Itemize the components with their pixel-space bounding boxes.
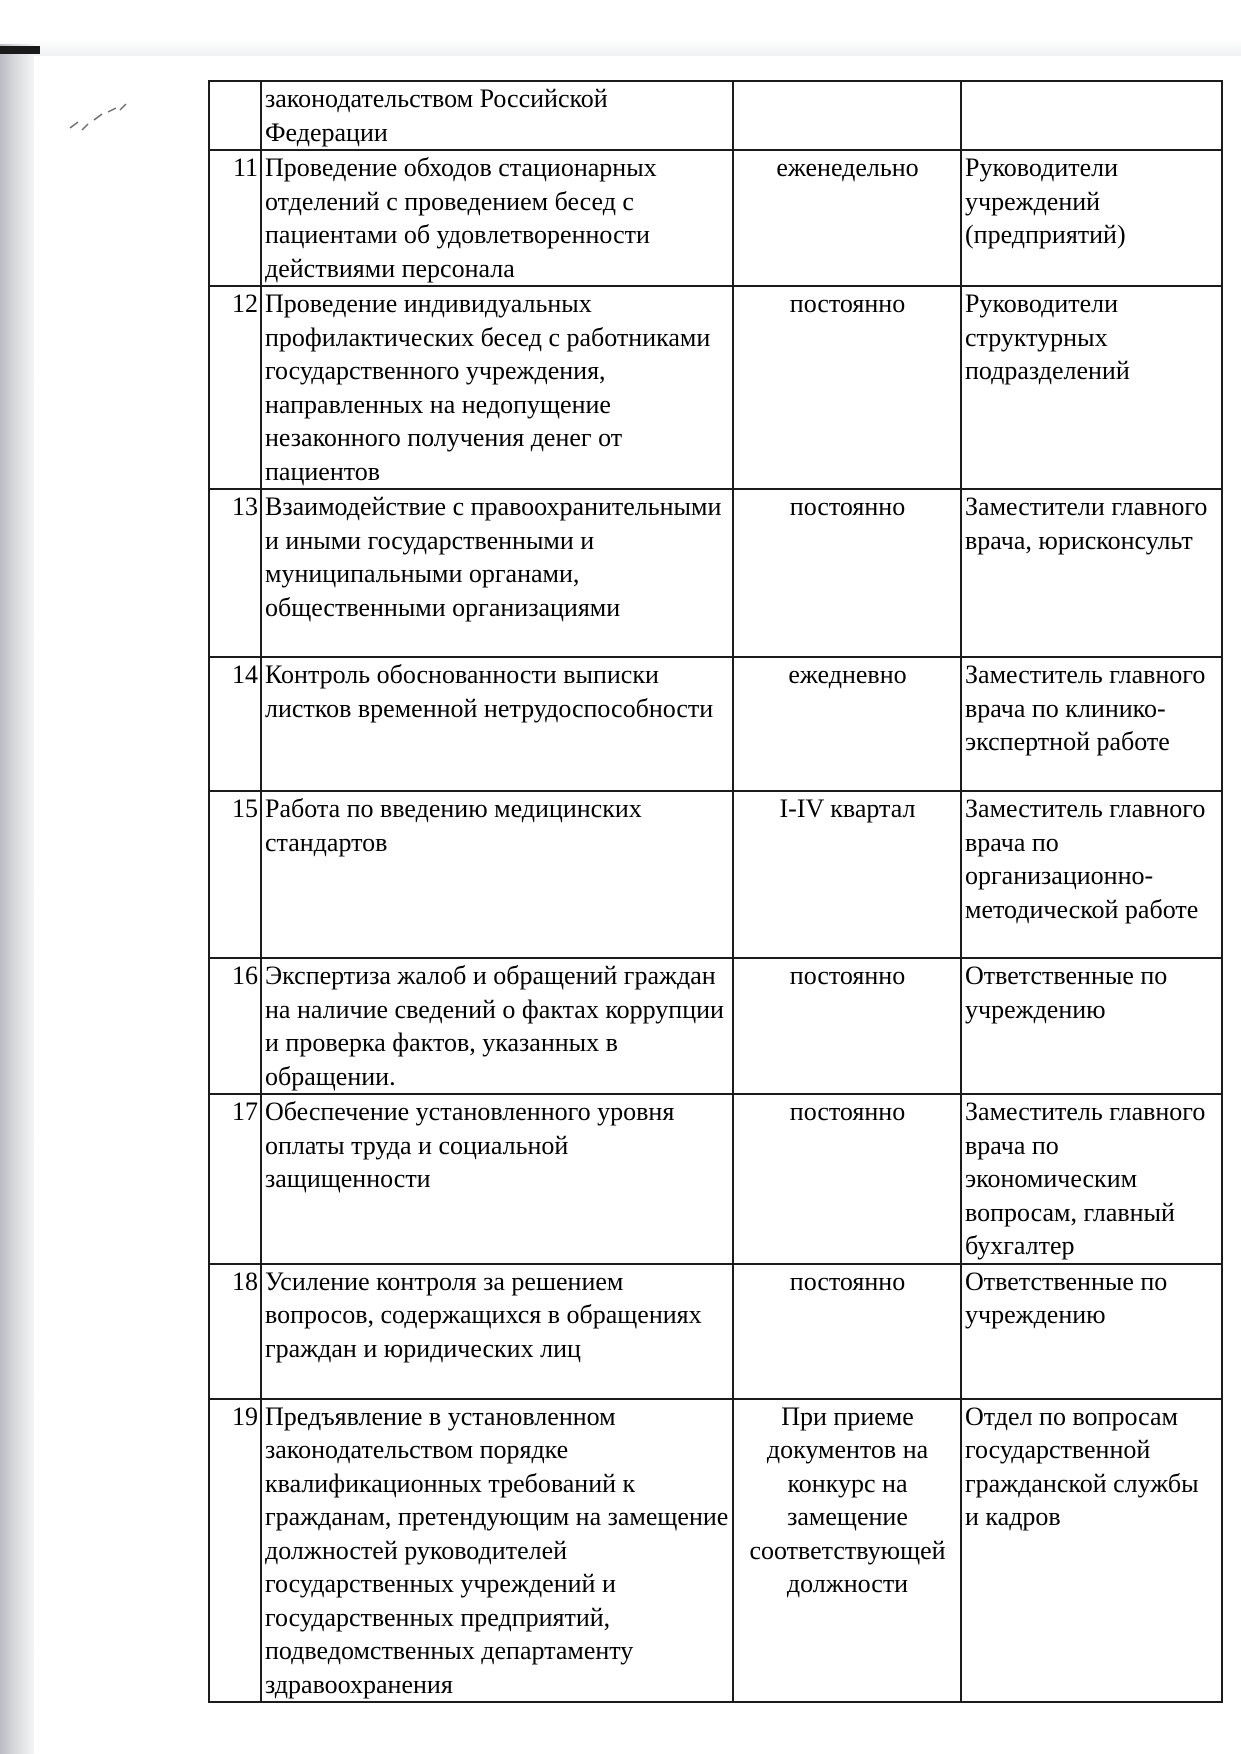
table-row <box>209 958 1222 1094</box>
row-responsible: Ответственные по учреждению <box>961 1264 1222 1399</box>
table-row <box>209 791 1222 958</box>
row-term <box>733 81 961 150</box>
row-term: еженедельно <box>733 150 961 286</box>
row-term: постоянно <box>733 958 961 1094</box>
table-row <box>209 657 1222 791</box>
row-activity: Проведение индивидуальных профилактических бесед с работниками государственного учреждения, направленных на недопущение незаконного получения денег от пациентов <box>261 286 733 489</box>
table-row <box>209 489 1222 657</box>
row-number: 12 <box>209 286 261 489</box>
scan-corner-mark <box>0 46 40 54</box>
row-number: 15 <box>209 791 261 958</box>
row-responsible: Заместители главного врача, юрисконсульт <box>961 489 1222 657</box>
measures-table <box>208 80 1223 1703</box>
scan-speck-mark <box>68 100 132 140</box>
row-responsible: Заместитель главного врача по клинико-экспертной работе <box>961 657 1222 791</box>
row-activity: Контроль обоснованности выписки листков временной нетрудоспособности <box>261 657 733 791</box>
row-term: постоянно <box>733 286 961 489</box>
scan-left-edge <box>0 44 34 1754</box>
row-activity: Экспертиза жалоб и обращений граждан на наличие сведений о фактах коррупции и проверка фактов, указанных в обращении. <box>261 958 733 1094</box>
row-activity: Предъявление в установленном законодательством порядке квалификационных требований к гражданам, претендующим на замещение должностей руководителей государственных учреждений и государственных предприятий, подведомственных департаменту здравоохранения <box>261 1399 733 1703</box>
row-activity: Взаимодействие с правоохранительными и иными государственными и муниципальными органами, общественными организациями <box>261 489 733 657</box>
row-term: постоянно <box>733 1264 961 1399</box>
row-responsible: Заместитель главного врача по организационно-методической работе <box>961 791 1222 958</box>
row-term: постоянно <box>733 1094 961 1264</box>
row-activity: Обеспечение установленного уровня оплаты труда и социальной защищенности <box>261 1094 733 1264</box>
row-responsible: Отдел по вопросам государственной гражданской службы и кадров <box>961 1399 1222 1703</box>
row-number: 19 <box>209 1399 261 1703</box>
row-number <box>209 81 261 150</box>
row-activity: Работа по введению медицинских стандартов <box>261 791 733 958</box>
row-term: I-IV квартал <box>733 791 961 958</box>
row-activity: Проведение обходов стационарных отделений с проведением бесед с пациентами об удовлетворенности действиями персонала <box>261 150 733 286</box>
row-responsible: Заместитель главного врача по экономическим вопросам, главный бухгалтер <box>961 1094 1222 1264</box>
row-number: 14 <box>209 657 261 791</box>
table-row <box>209 150 1222 286</box>
row-term: постоянно <box>733 489 961 657</box>
row-number: 13 <box>209 489 261 657</box>
table-row <box>209 1094 1222 1264</box>
row-number: 16 <box>209 958 261 1094</box>
row-responsible: Руководители структурных подразделений <box>961 286 1222 489</box>
row-responsible: Руководители учреждений (предприятий) <box>961 150 1222 286</box>
table-row <box>209 1264 1222 1399</box>
table-row <box>209 81 1222 150</box>
row-number: 11 <box>209 150 261 286</box>
row-term: При приеме документов на конкурс на замещение соответствующей должности <box>733 1399 961 1703</box>
row-responsible: Ответственные по учреждению <box>961 958 1222 1094</box>
row-activity: Усиление контроля за решением вопросов, содержащихся в обращениях граждан и юридических лиц <box>261 1264 733 1399</box>
row-number: 18 <box>209 1264 261 1399</box>
row-term: ежедневно <box>733 657 961 791</box>
row-responsible <box>961 81 1222 150</box>
row-activity: законодательством Российской Федерации <box>261 81 733 150</box>
row-number: 17 <box>209 1094 261 1264</box>
table-row <box>209 1399 1222 1703</box>
scan-top-shadow <box>0 0 1241 56</box>
table-row <box>209 286 1222 489</box>
